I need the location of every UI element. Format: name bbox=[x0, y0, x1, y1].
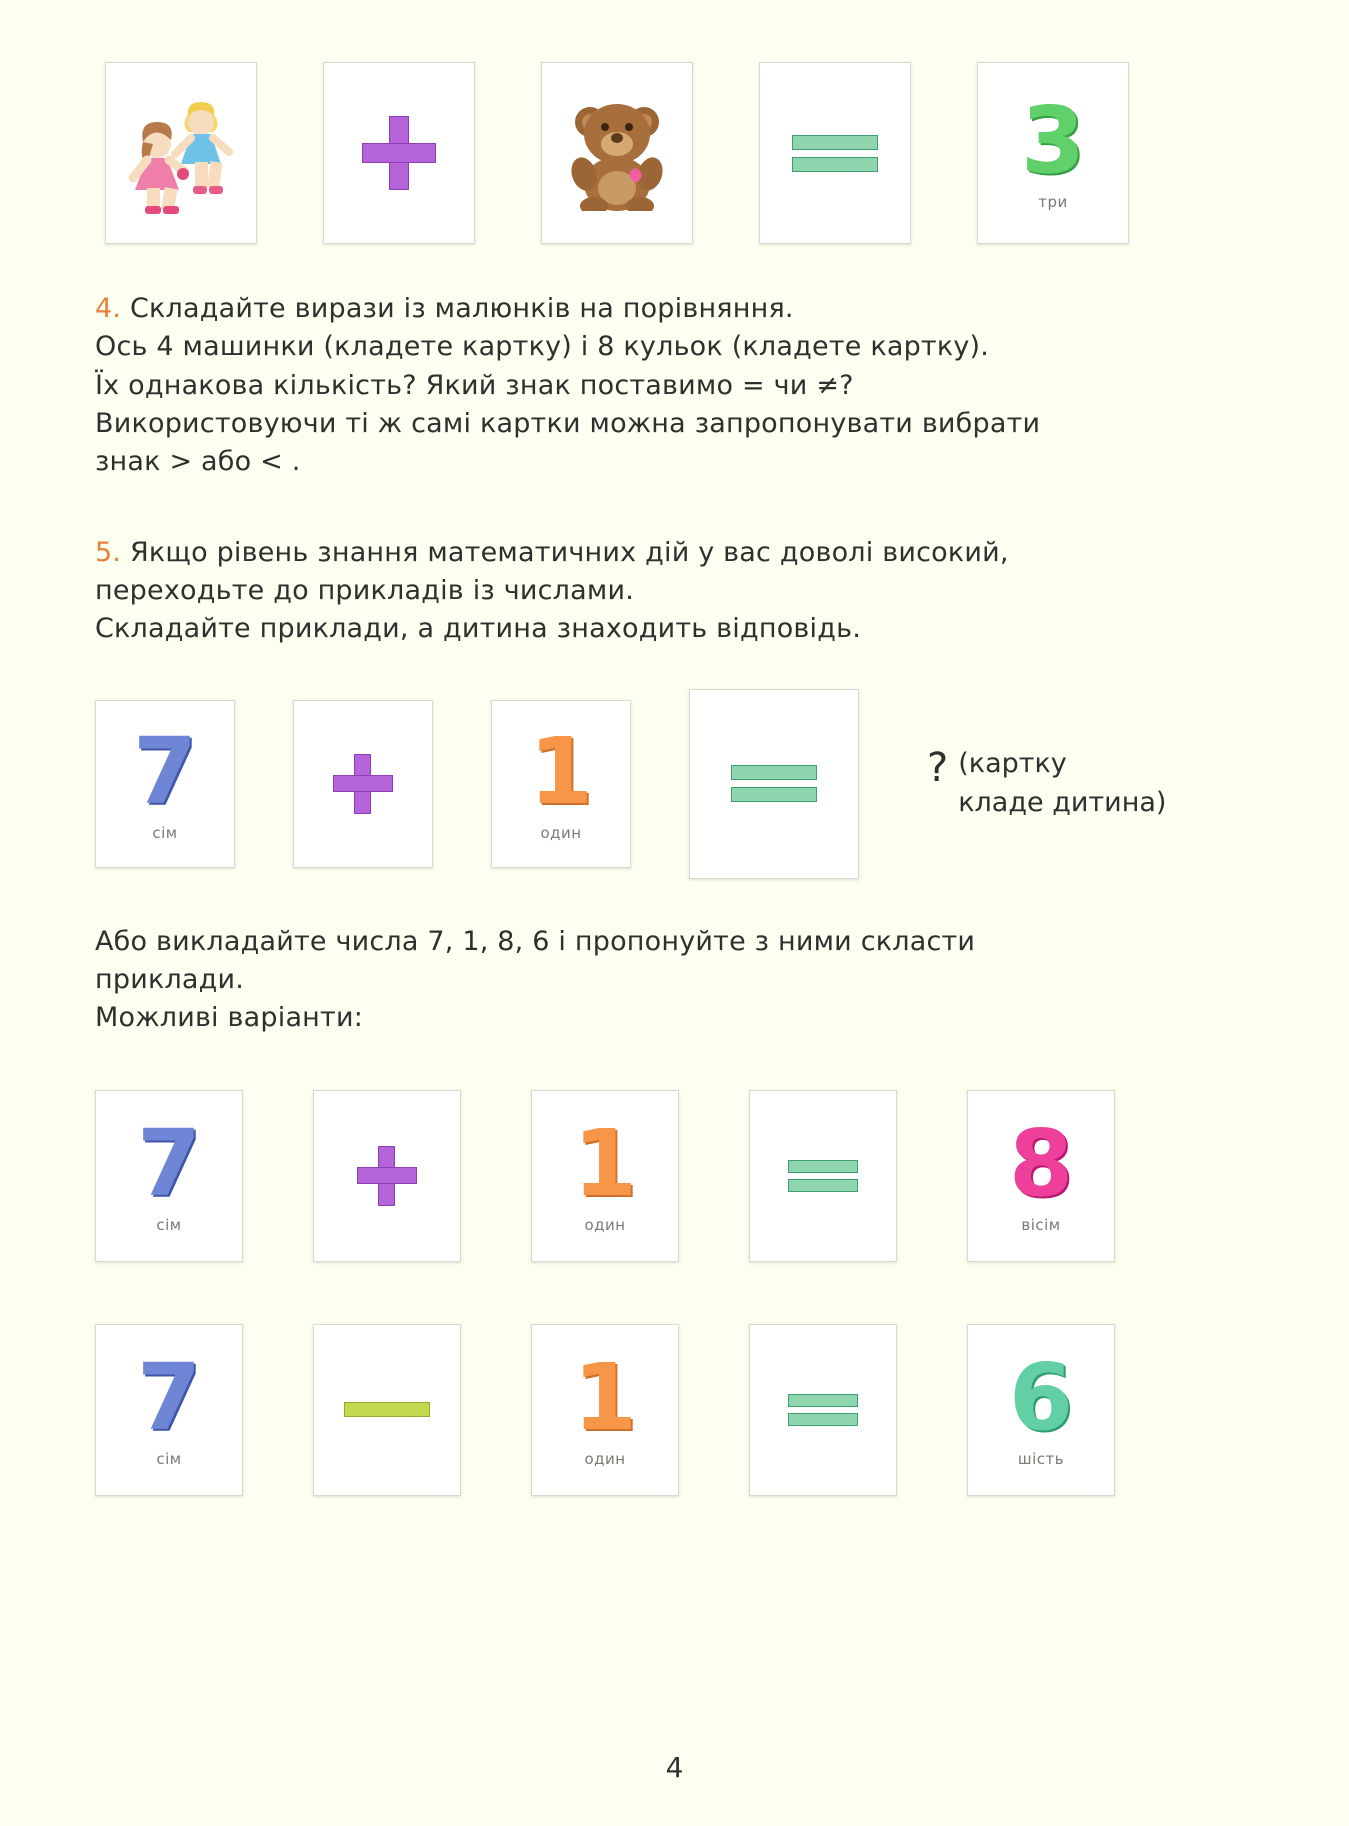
answer-note-line-2: кладе дитина) bbox=[958, 786, 1167, 818]
digit-word: сім bbox=[152, 823, 178, 842]
equals-bar-bottom bbox=[788, 1413, 858, 1426]
card-one[interactable] bbox=[531, 1324, 679, 1496]
task5-marker: 5. bbox=[95, 536, 122, 568]
digit-word: один bbox=[540, 823, 582, 842]
digit-glyph: 1 bbox=[572, 1109, 637, 1217]
two-dolls-illustration bbox=[121, 88, 241, 218]
task5-text bbox=[95, 534, 1254, 649]
digit-word: сім bbox=[156, 1215, 182, 1234]
task4-marker: 4. bbox=[95, 293, 122, 324]
card-eight[interactable] bbox=[967, 1090, 1115, 1262]
digit-glyph: 7 bbox=[132, 717, 197, 825]
card-plus[interactable] bbox=[313, 1090, 461, 1262]
plus-sign-icon bbox=[333, 754, 393, 814]
equals-bar-bottom bbox=[731, 787, 817, 802]
teddy-bear-illustration bbox=[562, 96, 672, 211]
equals-bar-top bbox=[792, 135, 878, 150]
task4-line-5: знак > або < . bbox=[95, 446, 301, 478]
task5-line-1 bbox=[95, 534, 1254, 572]
equals-sign-icon bbox=[731, 758, 817, 809]
page-number: 4 bbox=[665, 1751, 684, 1784]
card-one[interactable] bbox=[531, 1090, 679, 1262]
card-row-variant-1 bbox=[95, 1090, 1254, 1262]
digit-glyph: 1 bbox=[528, 717, 593, 825]
equals-bar-bottom bbox=[792, 157, 878, 172]
minus-sign-icon bbox=[344, 1402, 430, 1417]
card-row-top bbox=[95, 0, 1254, 244]
middle-line-3: Можливі варіанти: bbox=[95, 1002, 364, 1034]
card-plus[interactable] bbox=[293, 700, 433, 868]
card-minus[interactable] bbox=[313, 1324, 461, 1496]
card-plus[interactable] bbox=[323, 62, 475, 244]
digit-word: вісім bbox=[1021, 1215, 1061, 1234]
equals-sign-icon bbox=[788, 1154, 858, 1198]
middle-line-2: приклади. bbox=[95, 963, 245, 995]
answer-note bbox=[927, 745, 1166, 822]
task5-line-1-text: Якщо рівень знання математичних дій у вас доволі високий, bbox=[129, 536, 1009, 568]
digit-glyph: 1 bbox=[572, 1343, 637, 1451]
equals-bar-top bbox=[788, 1394, 858, 1407]
task4-line-4: Використовуючи ті ж самі картки можна запропонувати вибрати bbox=[95, 407, 1041, 439]
equals-sign-icon bbox=[788, 1388, 858, 1432]
task4-text bbox=[95, 290, 1254, 482]
plus-sign-icon bbox=[357, 1146, 417, 1206]
task4-line-1 bbox=[95, 290, 1254, 328]
card-dolls[interactable] bbox=[105, 62, 257, 244]
card-equals[interactable] bbox=[749, 1090, 897, 1262]
card-six[interactable] bbox=[967, 1324, 1115, 1496]
equals-sign-icon bbox=[792, 128, 878, 179]
plus-sign-icon bbox=[362, 116, 436, 190]
answer-note-text bbox=[958, 745, 1166, 822]
task4-line-1-text: Складайте вирази із малюнків на порівняння. bbox=[129, 293, 794, 324]
card-equals[interactable] bbox=[689, 689, 859, 879]
digit-word: один bbox=[584, 1449, 626, 1468]
digit-glyph: 7 bbox=[136, 1109, 201, 1217]
digit-glyph: 3 bbox=[1020, 87, 1085, 194]
equals-bar-top bbox=[788, 1160, 858, 1173]
card-row-example bbox=[95, 689, 1254, 879]
task5-line-3: Складайте приклади, а дитина знаходить відповідь. bbox=[95, 613, 861, 645]
card-three[interactable] bbox=[977, 62, 1129, 244]
digit-word: один bbox=[584, 1215, 626, 1234]
digit-glyph: 6 bbox=[1008, 1343, 1073, 1451]
task5-line-2: переходьте до прикладів із числами. bbox=[95, 574, 634, 606]
card-one[interactable] bbox=[491, 700, 631, 868]
card-teddy[interactable] bbox=[541, 62, 693, 244]
card-equals[interactable] bbox=[749, 1324, 897, 1496]
middle-text bbox=[95, 923, 1254, 1038]
digit-word: шість bbox=[1017, 1449, 1065, 1468]
equals-bar-top bbox=[731, 765, 817, 780]
digit-word: сім bbox=[156, 1449, 182, 1468]
card-equals[interactable] bbox=[759, 62, 911, 244]
card-seven[interactable] bbox=[95, 700, 235, 868]
question-mark: ? bbox=[927, 745, 949, 792]
card-seven[interactable] bbox=[95, 1324, 243, 1496]
digit-word: три bbox=[1038, 193, 1068, 211]
task4-line-3: Їх однакова кількість? Який знак поставимо = чи ≠? bbox=[95, 369, 854, 401]
task4-line-2: Ось 4 машинки (кладете картку) і 8 кульок (кладете картку). bbox=[95, 331, 990, 363]
digit-glyph: 7 bbox=[136, 1343, 201, 1451]
digit-glyph: 8 bbox=[1008, 1109, 1073, 1217]
card-seven[interactable] bbox=[95, 1090, 243, 1262]
answer-note-line-1: (картку bbox=[958, 748, 1067, 780]
equals-bar-bottom bbox=[788, 1179, 858, 1192]
middle-line-1: Або викладайте числа 7, 1, 8, 6 і пропонуйте з ними скласти bbox=[95, 925, 976, 957]
card-row-variant-2 bbox=[95, 1324, 1254, 1496]
